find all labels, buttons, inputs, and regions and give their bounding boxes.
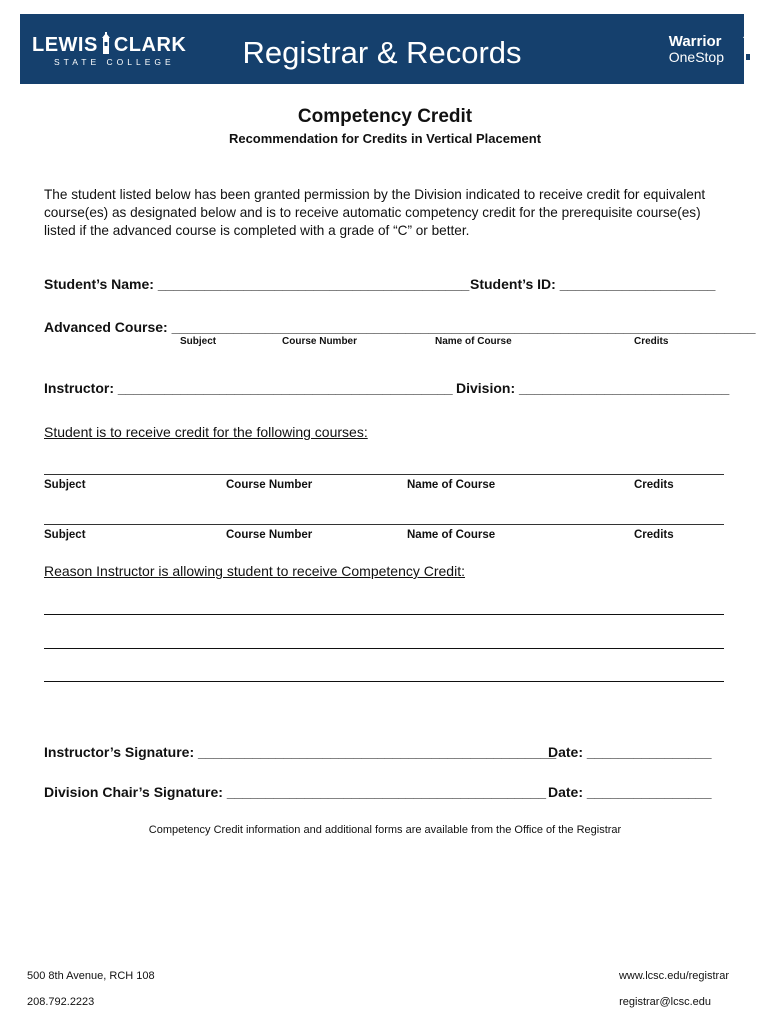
course-row-1-subject: Subject bbox=[44, 479, 86, 491]
instructor-field[interactable]: Instructor: ___________________________________________ bbox=[44, 380, 453, 396]
advanced-course-field[interactable]: Advanced Course: ___________________________________________________________________________ bbox=[44, 319, 756, 335]
logo-right-line2: OneStop bbox=[668, 49, 724, 65]
instructor-date-field[interactable]: Date: ________________ bbox=[548, 744, 712, 760]
header-banner bbox=[20, 14, 744, 84]
student-name-field[interactable]: Student’s Name: ________________________________________ bbox=[44, 276, 470, 292]
advanced-subject-caption: Subject bbox=[180, 336, 217, 347]
course-row-2-line[interactable] bbox=[44, 524, 724, 525]
course-row-1-number: Course Number bbox=[226, 479, 313, 491]
courses-heading: Student is to receive credit for the following courses: bbox=[44, 424, 368, 440]
advanced-course-name-caption: Name of Course bbox=[435, 336, 512, 347]
course-row-1-name: Name of Course bbox=[407, 479, 496, 491]
logo-word-clark: CLARK bbox=[113, 34, 187, 56]
course-row-1-credits: Credits bbox=[634, 479, 674, 491]
course-row-2-credits: Credits bbox=[634, 529, 674, 541]
advanced-course-number-caption: Course Number bbox=[282, 336, 358, 347]
logo-right-line1: Warrior bbox=[668, 33, 722, 50]
chair-signature-field[interactable]: Division Chair’s Signature: _________________________________________ bbox=[44, 784, 547, 800]
warrior-onestop-logo bbox=[669, 34, 724, 64]
page-banner-title: Registrar & Records bbox=[242, 35, 522, 70]
footer-email-link[interactable]: registrar@lcsc.edu bbox=[619, 996, 711, 1008]
course-row-2-number: Course Number bbox=[226, 529, 313, 541]
registrar-note: Competency Credit information and additional forms are available from the Office of the Registrar bbox=[148, 824, 622, 836]
course-row-1-line[interactable] bbox=[44, 474, 724, 475]
footer-address: 500 8th Avenue, RCH 108 bbox=[27, 970, 155, 982]
logo-subtitle: STATE COLLEGE bbox=[54, 57, 175, 67]
course-row-2-name: Name of Course bbox=[407, 529, 496, 541]
logo-word-lewis: LEWIS bbox=[32, 34, 98, 56]
advanced-credits-caption: Credits bbox=[634, 336, 669, 347]
course-row-2-subject: Subject bbox=[44, 529, 86, 541]
footer-phone: 208.792.2223 bbox=[27, 996, 95, 1008]
castle-icon bbox=[741, 26, 755, 66]
reason-line-2[interactable] bbox=[44, 648, 724, 649]
reason-heading: Reason Instructor is allowing student to receive Competency Credit: bbox=[44, 563, 465, 579]
form-subtitle: Recommendation for Credits in Vertical Placement bbox=[228, 131, 542, 146]
chair-date-field[interactable]: Date: ________________ bbox=[548, 784, 712, 800]
student-id-field[interactable]: Student’s ID: ____________________ bbox=[470, 276, 716, 292]
intro-paragraph: The student listed below has been granted permission by the Division indicated to receive credit for equivalent course(es) as designated below and is to receive automatic competency credit for the prerequisite course(es) listed if the advanced course is completed with a grade of “C” or better. bbox=[44, 187, 706, 238]
reason-line-1[interactable] bbox=[44, 614, 724, 615]
form-title: Competency Credit bbox=[297, 106, 473, 127]
division-field[interactable]: Division: ___________________________ bbox=[456, 380, 730, 396]
reason-line-3[interactable] bbox=[44, 681, 724, 682]
footer-website-link[interactable]: www.lcsc.edu/registrar bbox=[618, 970, 729, 982]
instructor-signature-field[interactable]: Instructor’s Signature: ______________________________________________ bbox=[44, 744, 557, 760]
